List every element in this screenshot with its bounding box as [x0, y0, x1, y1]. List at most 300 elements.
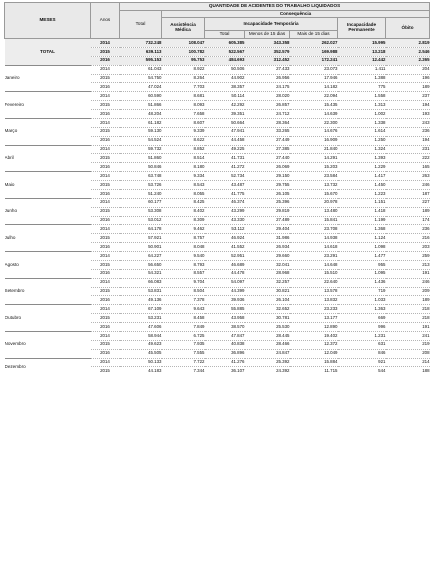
cell-year: 2016 [91, 83, 120, 92]
cell-menos-15: 32.652 [245, 305, 290, 314]
cell-year: 2015 [91, 207, 120, 216]
cell-year: 2016 [91, 136, 120, 145]
cell-incap-total: 41.775 [205, 189, 245, 198]
cell-incap-permanente: 1.223 [338, 189, 386, 198]
cell-menos-15: 26.857 [245, 101, 290, 110]
cell-assistencia: 8.514 [162, 154, 205, 163]
table-header [5, 3, 430, 39]
cell-year: 2015 [91, 101, 120, 110]
cell-assistencia: 7.378 [162, 296, 205, 305]
cell-incap-permanente: 719 [338, 287, 386, 296]
cell-menos-15: 32.257 [245, 278, 290, 287]
cell-year: 2014 [91, 331, 120, 340]
cell-year: 2016 [91, 56, 120, 65]
cell-assistencia: 6.725 [162, 331, 205, 340]
cell-incap-permanente: 1.436 [338, 278, 386, 287]
header-menos-15-dias: Menos de 15 dias [245, 31, 290, 39]
cell-obito: 194 [386, 136, 430, 145]
cell-incap-total: 38.357 [205, 83, 245, 92]
cell-assistencia: 95.753 [162, 56, 205, 65]
table-row [5, 65, 430, 74]
cell-mais-15: 20.978 [290, 198, 338, 207]
cell-menos-15: 30.821 [245, 287, 290, 296]
cell-incap-total: 44.478 [205, 269, 245, 278]
cell-assistencia: 9.339 [162, 127, 205, 136]
cell-obito: 2.265 [386, 56, 430, 65]
cell-total: 732.248 [120, 39, 162, 48]
cell-mais-15: 23.708 [290, 225, 338, 234]
cell-obito: 218 [386, 314, 430, 323]
cell-obito: 214 [386, 358, 430, 367]
cell-menos-15: 30.781 [245, 314, 290, 323]
cell-incap-permanente: 996 [338, 323, 386, 332]
table-row [5, 225, 430, 234]
cell-incap-permanente: 921 [338, 358, 386, 367]
cell-mais-15: 15.884 [290, 358, 338, 367]
cell-mais-15: 23.073 [290, 65, 338, 74]
cell-incap-total: 43.958 [205, 314, 245, 323]
header-meses: MESES [5, 3, 91, 39]
cell-menos-15: 27.385 [245, 145, 290, 154]
month-label: Maio [5, 172, 91, 199]
month-label: Junho [5, 198, 91, 225]
cell-incap-permanente: 1.477 [338, 252, 386, 261]
cell-mais-15: 15.510 [290, 269, 338, 278]
cell-incap-total: 46.924 [205, 234, 245, 243]
cell-incap-permanente: 1.368 [338, 225, 386, 234]
cell-menos-15: 26.069 [245, 163, 290, 172]
cell-mais-15: 11.715 [290, 367, 338, 375]
cell-menos-15: 28.466 [245, 340, 290, 349]
cell-incap-total: 52.734 [205, 172, 245, 181]
cell-assistencia: 8.504 [162, 287, 205, 296]
month-label: Fevereiro [5, 92, 91, 119]
table-row [5, 252, 430, 261]
cell-mais-15: 262.027 [290, 39, 338, 48]
cell-obito: 208 [386, 349, 430, 358]
header-incap-total: Total [205, 31, 245, 39]
cell-assistencia: 8.557 [162, 269, 205, 278]
cell-incap-permanente: 775 [338, 83, 386, 92]
table-row [5, 39, 430, 48]
cell-mais-15: 169.988 [290, 47, 338, 56]
cell-incap-permanente: 846 [338, 349, 386, 358]
cell-year: 2015 [91, 367, 120, 375]
cell-total: 61.182 [120, 118, 162, 127]
cell-mais-15: 15.203 [290, 163, 338, 172]
cell-total: 50.901 [120, 243, 162, 252]
cell-obito: 243 [386, 118, 430, 127]
cell-mais-15: 13.732 [290, 181, 338, 190]
cell-incap-permanente: 1.614 [338, 127, 386, 136]
cell-obito: 194 [386, 101, 430, 110]
cell-assistencia: 8.852 [162, 145, 205, 154]
cell-total: 51.240 [120, 189, 162, 198]
cell-total: 50.133 [120, 358, 162, 367]
cell-incap-permanente: 1.095 [338, 269, 386, 278]
cell-mais-15: 172.241 [290, 56, 338, 65]
cell-year: 2014 [91, 92, 120, 101]
cell-incap-total: 39.351 [205, 110, 245, 119]
cell-year: 2016 [91, 163, 120, 172]
cell-menos-15: 25.530 [245, 323, 290, 332]
month-label: Março [5, 118, 91, 145]
cell-mais-15: 15.670 [290, 189, 338, 198]
cell-year: 2014 [91, 65, 120, 74]
cell-assistencia: 8.543 [162, 181, 205, 190]
cell-mais-15: 21.840 [290, 145, 338, 154]
cell-mais-15: 15.841 [290, 216, 338, 225]
cell-incap-permanente: 1.411 [338, 65, 386, 74]
cell-total: 54.524 [120, 136, 162, 145]
cell-obito: 189 [386, 83, 430, 92]
cell-menos-15: 24.392 [245, 367, 290, 375]
cell-incap-total: 54.097 [205, 278, 245, 287]
cell-total: 54.321 [120, 269, 162, 278]
cell-mais-15: 14.291 [290, 154, 338, 163]
cell-year: 2015 [91, 314, 120, 323]
cell-mais-15: 13.177 [290, 314, 338, 323]
cell-mais-15: 13.480 [290, 207, 338, 216]
cell-incap-permanente: 12.442 [338, 56, 386, 65]
cell-incap-permanente: 15.995 [338, 39, 386, 48]
cell-year: 2014 [91, 278, 120, 287]
table-row [5, 118, 430, 127]
cell-total: 50.846 [120, 163, 162, 172]
cell-assistencia: 7.658 [162, 110, 205, 119]
cell-assistencia: 7.935 [162, 340, 205, 349]
month-label: Dezembro [5, 358, 91, 375]
cell-total: 48.204 [120, 110, 162, 119]
cell-mais-15: 13.832 [290, 296, 338, 305]
cell-assistencia: 7.703 [162, 83, 205, 92]
cell-menos-15: 24.175 [245, 83, 290, 92]
cell-incap-permanente: 1.313 [338, 101, 386, 110]
cell-year: 2015 [91, 234, 120, 243]
cell-menos-15: 27.489 [245, 216, 290, 225]
cell-year: 2015 [91, 340, 120, 349]
cell-year: 2015 [91, 74, 120, 83]
cell-total: 49.136 [120, 296, 162, 305]
cell-assistencia: 8.607 [162, 118, 205, 127]
cell-menos-15: 28.968 [245, 269, 290, 278]
table-row [5, 172, 430, 181]
header-incapacidade-temporaria: Incapacidade Temporária [205, 18, 338, 31]
cell-incap-total: 46.689 [205, 260, 245, 269]
cell-assistencia: 8.622 [162, 136, 205, 145]
cell-menos-15: 29.150 [245, 172, 290, 181]
cell-total: 49.623 [120, 340, 162, 349]
cell-menos-15: 28.020 [245, 92, 290, 101]
cell-incap-permanente: 1.231 [338, 331, 386, 340]
cell-year: 2014 [91, 172, 120, 181]
cell-incap-permanente: 1.338 [338, 118, 386, 127]
cell-menos-15: 24.712 [245, 110, 290, 119]
cell-obito: 196 [386, 74, 430, 83]
month-label: Julho [5, 225, 91, 252]
cell-total: 60.177 [120, 198, 162, 207]
cell-menos-15: 27.433 [245, 65, 290, 74]
cell-menos-15: 352.579 [245, 47, 290, 56]
cell-assistencia: 100.782 [162, 47, 205, 56]
header-title: QUANTIDADE DE ACIDENTES DO TRABALHO LIQUIDADOS [120, 3, 430, 11]
cell-assistencia: 8.458 [162, 314, 205, 323]
cell-menos-15: 25.392 [245, 358, 290, 367]
cell-assistencia: 9.540 [162, 252, 205, 261]
cell-obito: 204 [386, 65, 430, 74]
month-label: TOTAL [5, 39, 91, 66]
cell-year: 2016 [91, 216, 120, 225]
cell-incap-total: 53.112 [205, 225, 245, 234]
cell-incap-total: 43.299 [205, 207, 245, 216]
cell-incap-permanente: 1.558 [338, 92, 386, 101]
cell-mais-15: 12.372 [290, 340, 338, 349]
cell-assistencia: 8.048 [162, 243, 205, 252]
cell-menos-15: 24.847 [245, 349, 290, 358]
cell-obito: 218 [386, 305, 430, 314]
accidents-table [4, 2, 430, 375]
cell-obito: 246 [386, 278, 430, 287]
cell-assistencia: 9.643 [162, 305, 205, 314]
cell-mais-15: 22.300 [290, 118, 338, 127]
cell-total: 61.043 [120, 65, 162, 74]
cell-incap-total: 44.902 [205, 74, 245, 83]
cell-total: 53.726 [120, 181, 162, 190]
cell-incap-permanente: 1.450 [338, 181, 386, 190]
cell-year: 2016 [91, 269, 120, 278]
cell-year: 2016 [91, 243, 120, 252]
cell-obito: 191 [386, 269, 430, 278]
cell-incap-permanente: 13.218 [338, 47, 386, 56]
cell-mais-15: 23.291 [290, 252, 338, 261]
cell-year: 2015 [91, 154, 120, 163]
cell-incap-total: 55.885 [205, 305, 245, 314]
cell-total: 595.153 [120, 56, 162, 65]
cell-assistencia: 8.055 [162, 189, 205, 198]
cell-total: 64.227 [120, 252, 162, 261]
cell-assistencia: 8.757 [162, 234, 205, 243]
cell-mais-15: 14.676 [290, 127, 338, 136]
table-row [5, 358, 430, 367]
cell-year: 2015 [91, 260, 120, 269]
cell-year: 2015 [91, 47, 120, 56]
header-total: Total [120, 11, 162, 39]
cell-incap-total: 47.941 [205, 127, 245, 136]
cell-menos-15: 26.934 [245, 243, 290, 252]
cell-incap-total: 605.385 [205, 39, 245, 48]
cell-total: 47.024 [120, 83, 162, 92]
cell-obito: 219 [386, 340, 430, 349]
cell-assistencia: 7.722 [162, 358, 205, 367]
cell-incap-total: 39.936 [205, 296, 245, 305]
cell-mais-15: 17.946 [290, 74, 338, 83]
cell-total: 66.083 [120, 278, 162, 287]
cell-mais-15: 22.640 [290, 278, 338, 287]
header-mais-15-dias: Mais de 15 dias [290, 31, 338, 39]
cell-obito: 236 [386, 225, 430, 234]
cell-obito: 2.819 [386, 39, 430, 48]
cell-incap-permanente: 1.363 [338, 305, 386, 314]
cell-incap-total: 40.838 [205, 340, 245, 349]
cell-year: 2016 [91, 349, 120, 358]
cell-mais-15: 22.094 [290, 92, 338, 101]
cell-menos-15: 27.440 [245, 154, 290, 163]
cell-total: 57.921 [120, 234, 162, 243]
cell-total: 53.831 [120, 287, 162, 296]
cell-mais-15: 14.938 [290, 234, 338, 243]
cell-incap-permanente: 1.393 [338, 154, 386, 163]
cell-total: 53.308 [120, 207, 162, 216]
cell-total: 47.606 [120, 323, 162, 332]
cell-obito: 165 [386, 163, 430, 172]
header-anos: Anos [91, 3, 120, 39]
header-obito: Óbito [386, 18, 430, 39]
cell-obito: 216 [386, 234, 430, 243]
cell-assistencia: 8.309 [162, 216, 205, 225]
cell-menos-15: 26.956 [245, 74, 290, 83]
cell-assistencia: 8.425 [162, 198, 205, 207]
table-row [5, 145, 430, 154]
cell-incap-total: 50.664 [205, 118, 245, 127]
cell-incap-total: 36.896 [205, 349, 245, 358]
cell-assistencia: 8.922 [162, 65, 205, 74]
cell-mais-15: 16.909 [290, 136, 338, 145]
cell-mais-15: 19.402 [290, 331, 338, 340]
cell-menos-15: 31.986 [245, 234, 290, 243]
cell-incap-total: 36.107 [205, 367, 245, 375]
cell-mais-15: 13.578 [290, 287, 338, 296]
cell-total: 63.748 [120, 172, 162, 181]
cell-mais-15: 15.435 [290, 101, 338, 110]
cell-year: 2016 [91, 323, 120, 332]
header-incapacidade-permanente: Incapacidade Permanente [338, 18, 386, 39]
cell-mais-15: 14.648 [290, 260, 338, 269]
cell-total: 53.012 [120, 216, 162, 225]
cell-total: 59.732 [120, 145, 162, 154]
cell-total: 45.505 [120, 349, 162, 358]
cell-obito: 193 [386, 110, 430, 119]
cell-assistencia: 8.093 [162, 101, 205, 110]
cell-menos-15: 28.445 [245, 331, 290, 340]
cell-obito: 188 [386, 367, 430, 375]
cell-incap-total: 43.487 [205, 181, 245, 190]
cell-year: 2014 [91, 39, 120, 48]
cell-incap-permanente: 631 [338, 340, 386, 349]
cell-mais-15: 12.049 [290, 349, 338, 358]
cell-incap-permanente: 544 [338, 367, 386, 375]
cell-total: 58.944 [120, 331, 162, 340]
cell-total: 60.590 [120, 92, 162, 101]
cell-year: 2014 [91, 252, 120, 261]
cell-assistencia: 8.793 [162, 260, 205, 269]
cell-incap-total: 41.731 [205, 154, 245, 163]
cell-menos-15: 25.396 [245, 198, 290, 207]
table-row [5, 305, 430, 314]
cell-incap-total: 522.567 [205, 47, 245, 56]
cell-obito: 231 [386, 145, 430, 154]
month-label: Outubro [5, 305, 91, 332]
cell-incap-total: 41.276 [205, 358, 245, 367]
cell-assistencia: 7.555 [162, 349, 205, 358]
cell-year: 2014 [91, 225, 120, 234]
cell-total: 59.130 [120, 127, 162, 136]
cell-year: 2016 [91, 189, 120, 198]
month-label: Setembro [5, 278, 91, 305]
month-label: Agosto [5, 252, 91, 279]
cell-incap-permanente: 1.229 [338, 163, 386, 172]
cell-menos-15: 29.755 [245, 181, 290, 190]
cell-menos-15: 343.358 [245, 39, 290, 48]
cell-assistencia: 9.704 [162, 278, 205, 287]
cell-total: 51.866 [120, 101, 162, 110]
cell-menos-15: 33.265 [245, 127, 290, 136]
cell-menos-15: 29.819 [245, 207, 290, 216]
table-body [5, 39, 430, 376]
cell-obito: 259 [386, 252, 430, 261]
cell-mais-15: 23.584 [290, 172, 338, 181]
cell-obito: 2.546 [386, 47, 430, 56]
cell-obito: 263 [386, 172, 430, 181]
cell-incap-permanente: 1.033 [338, 296, 386, 305]
cell-incap-permanente: 1.199 [338, 216, 386, 225]
cell-obito: 241 [386, 331, 430, 340]
cell-mais-15: 12.890 [290, 323, 338, 332]
cell-incap-permanente: 1.250 [338, 136, 386, 145]
cell-incap-total: 46.374 [205, 198, 245, 207]
table-row [5, 198, 430, 207]
cell-obito: 236 [386, 127, 430, 136]
cell-incap-permanente: 1.002 [338, 110, 386, 119]
month-label: Novembro [5, 331, 91, 358]
cell-incap-permanente: 1.124 [338, 234, 386, 243]
cell-assistencia: 7.344 [162, 367, 205, 375]
cell-assistencia: 8.681 [162, 92, 205, 101]
cell-year: 2014 [91, 145, 120, 154]
cell-total: 51.860 [120, 154, 162, 163]
cell-incap-total: 44.458 [205, 136, 245, 145]
cell-menos-15: 27.449 [245, 136, 290, 145]
cell-incap-total: 49.225 [205, 145, 245, 154]
cell-assistencia: 8.402 [162, 207, 205, 216]
cell-incap-permanente: 1.098 [338, 243, 386, 252]
header-consequencia: Consequência [162, 11, 430, 18]
cell-incap-total: 43.330 [205, 216, 245, 225]
cell-year: 2016 [91, 110, 120, 119]
cell-mais-15: 14.639 [290, 110, 338, 119]
table-row [5, 278, 430, 287]
cell-incap-permanente: 1.417 [338, 172, 386, 181]
cell-mais-15: 14.182 [290, 83, 338, 92]
cell-obito: 209 [386, 287, 430, 296]
cell-obito: 203 [386, 243, 430, 252]
cell-menos-15: 26.105 [245, 189, 290, 198]
table-row [5, 331, 430, 340]
month-label: Abril [5, 145, 91, 172]
cell-incap-total: 484.693 [205, 56, 245, 65]
cell-obito: 227 [386, 198, 430, 207]
cell-total: 56.650 [120, 260, 162, 269]
cell-assistencia: 8.264 [162, 74, 205, 83]
cell-incap-permanente: 1.324 [338, 145, 386, 154]
cell-total: 44.183 [120, 367, 162, 375]
cell-obito: 187 [386, 189, 430, 198]
cell-incap-total: 50.114 [205, 92, 245, 101]
cell-obito: 174 [386, 216, 430, 225]
cell-menos-15: 26.104 [245, 296, 290, 305]
cell-incap-total: 41.272 [205, 163, 245, 172]
cell-menos-15: 32.041 [245, 260, 290, 269]
cell-incap-permanente: 669 [338, 314, 386, 323]
